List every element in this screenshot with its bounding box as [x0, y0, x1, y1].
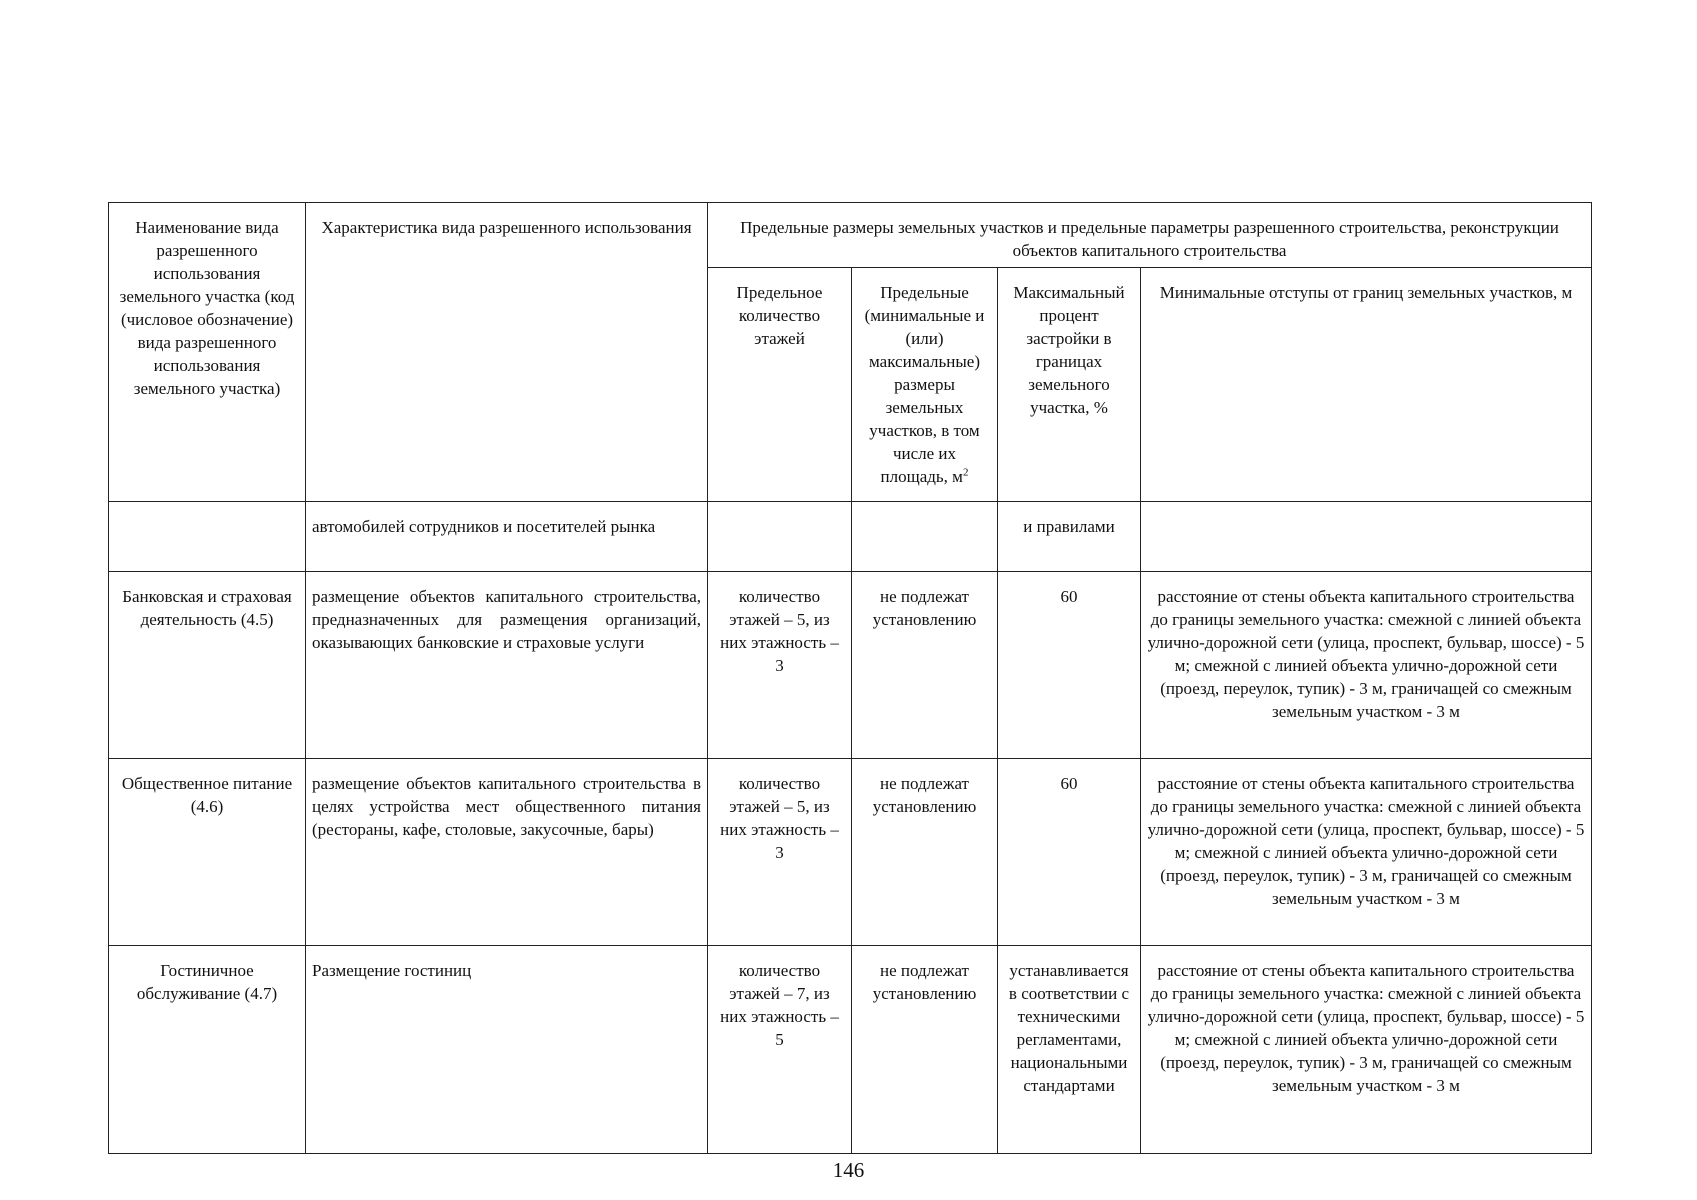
- cell-sizes: не подлежат установлению: [852, 759, 998, 946]
- header-name: Наименование вида разрешенного использования земельного участка (код (числовое обозначение) вида разрешенного использования земельного участка): [109, 203, 306, 502]
- cell-percent: 60: [998, 759, 1141, 946]
- cell-setbacks: расстояние от стены объекта капитального строительства до границы земельного участка: смежной с линией объекта улично-дорожной сети (улица, проспект, бульвар, шоссе) - 5 м; смежной с линией объекта улично-дорожной сети (проезд, переулок, тупик) - 3 м, граничащей со смежным земельным участком - 3 м: [1141, 572, 1592, 759]
- cell-percent: 60: [998, 572, 1141, 759]
- cell-name: Общественное питание (4.6): [109, 759, 306, 946]
- header-setbacks: Минимальные отступы от границ земельных участков, м: [1141, 267, 1592, 501]
- cell-floors: количество этажей – 7, из них этажность – 5: [708, 946, 852, 1154]
- header-percent: Максимальный процент застройки в границах земельного участка, %: [998, 267, 1141, 501]
- table-row: [109, 502, 1592, 572]
- header-characteristic: Характеристика вида разрешенного использования: [306, 203, 708, 502]
- cell-setbacks: [1141, 502, 1592, 572]
- cell-floors: [708, 502, 852, 572]
- cell-setbacks: расстояние от стены объекта капитального строительства до границы земельного участка: смежной с линией объекта улично-дорожной сети (улица, проспект, бульвар, шоссе) - 5 м; смежной с линией объекта улично-дорожной сети (проезд, переулок, тупик) - 3 м, граничащей со смежным земельным участком - 3 м: [1141, 759, 1592, 946]
- cell-characteristic: размещение объектов капитального строительства, предназначенных для размещения организаций, оказывающих банковские и страховые услуги: [306, 572, 708, 759]
- header-row: [109, 203, 1592, 268]
- cell-floors: количество этажей – 5, из них этажность – 3: [708, 572, 852, 759]
- regulations-table: [108, 202, 1592, 1154]
- header-floors: Предельное количество этажей: [708, 267, 852, 501]
- cell-name: [109, 502, 306, 572]
- cell-percent: и правилами: [998, 502, 1141, 572]
- cell-floors: количество этажей – 5, из них этажность – 3: [708, 759, 852, 946]
- superscript-2: 2: [962, 465, 969, 478]
- cell-sizes: не подлежат установлению: [852, 572, 998, 759]
- cell-characteristic: размещение объектов капитального строительства в целях устройства мест общественного питания (рестораны, кафе, столовые, закусочные, бары): [306, 759, 708, 946]
- cell-sizes: не подлежат установлению: [852, 946, 998, 1154]
- header-limits-group: Предельные размеры земельных участков и предельные параметры разрешенного строительства, реконструкции объектов капитального строительства: [708, 203, 1592, 268]
- cell-name: Банковская и страховая деятельность (4.5): [109, 572, 306, 759]
- cell-name: Гостиничное обслуживание (4.7): [109, 946, 306, 1154]
- cell-percent: устанавливается в соответствии с техническими регламентами, национальными стандартами: [998, 946, 1141, 1154]
- cell-characteristic: автомобилей сотрудников и посетителей рынка: [306, 502, 708, 572]
- table-row: [109, 759, 1592, 946]
- table-row: [109, 572, 1592, 759]
- table-row: [109, 946, 1592, 1154]
- header-sizes: Предельные (минимальные и (или) максимальные) размеры земельных участков, в том числе их площадь, $м^2$: [852, 267, 998, 501]
- page-number: 146: [832, 1158, 865, 1182]
- cell-sizes: [852, 502, 998, 572]
- cell-setbacks: расстояние от стены объекта капитального строительства до границы земельного участка: смежной с линией объекта улично-дорожной сети (улица, проспект, бульвар, шоссе) - 5 м; смежной с линией объекта улично-дорожной сети (проезд, переулок, тупик) - 3 м, граничащей со смежным земельным участком - 3 м: [1141, 946, 1592, 1154]
- cell-characteristic: Размещение гостиниц: [306, 946, 708, 1154]
